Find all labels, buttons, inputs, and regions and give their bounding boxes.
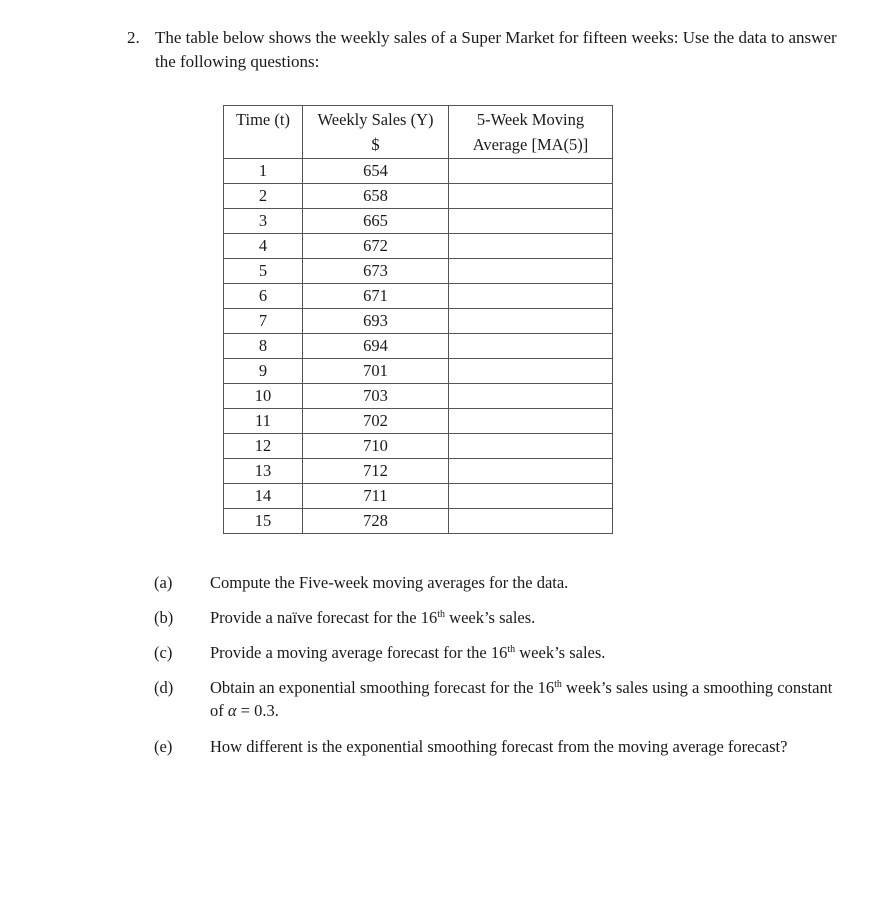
cell-sales: 711: [303, 484, 449, 509]
table-row: [224, 284, 613, 309]
cell-time: 11: [224, 409, 303, 434]
table-row: [224, 359, 613, 384]
cell-moving-average: [449, 484, 613, 509]
cell-moving-average: [449, 359, 613, 384]
part-e-text: How different is the exponential smoothing forecast from the moving average forecast?: [210, 737, 788, 756]
cell-sales: 712: [303, 459, 449, 484]
cell-sales: 654: [303, 159, 449, 184]
cell-time: 9: [224, 359, 303, 384]
part-d-text-post: week’s sales using a smoothing constant of: [210, 678, 833, 720]
cell-moving-average: [449, 184, 613, 209]
cell-time: 7: [224, 309, 303, 334]
table-row: [224, 484, 613, 509]
cell-time: 1: [224, 159, 303, 184]
part-d-sup: th: [554, 679, 562, 690]
header-time-label: Time (t): [236, 110, 290, 129]
question-text: The table below shows the weekly sales of a Super Market for fifteen weeks: Use the data to answer the following questions:: [155, 28, 837, 71]
cell-sales: 702: [303, 409, 449, 434]
cell-time: 13: [224, 459, 303, 484]
cell-moving-average: [449, 309, 613, 334]
cell-time: 4: [224, 234, 303, 259]
part-b-text-pre: Provide a naïve forecast for the 16: [210, 608, 438, 627]
cell-moving-average: [449, 509, 613, 534]
cell-time: 2: [224, 184, 303, 209]
table-row: [224, 184, 613, 209]
part-e-label: (e): [154, 737, 173, 756]
part-b-text-post: week’s sales.: [445, 608, 536, 627]
part-b: [154, 606, 844, 629]
cell-time: 6: [224, 284, 303, 309]
header-time: [224, 106, 303, 159]
cell-moving-average: [449, 234, 613, 259]
cell-moving-average: [449, 459, 613, 484]
cell-moving-average: [449, 384, 613, 409]
question-number: 2.: [127, 28, 140, 47]
part-d-text-pre: Obtain an exponential smoothing forecast for the 16: [210, 678, 555, 697]
table-row: [224, 384, 613, 409]
table-row: [224, 159, 613, 184]
question-parts: [154, 571, 844, 758]
header-moving-average: [449, 106, 613, 159]
cell-sales: 672: [303, 234, 449, 259]
part-c-text-pre: Provide a moving average forecast for the 16: [210, 643, 508, 662]
cell-sales: 693: [303, 309, 449, 334]
part-b-label: (b): [154, 608, 174, 627]
part-a: [154, 571, 844, 594]
part-c-sup: th: [507, 644, 516, 655]
table-row: [224, 334, 613, 359]
cell-time: 14: [224, 484, 303, 509]
cell-sales: 665: [303, 209, 449, 234]
weekly-sales-table: [223, 105, 613, 534]
table-body: [224, 159, 613, 534]
cell-moving-average: [449, 259, 613, 284]
cell-sales: 701: [303, 359, 449, 384]
cell-time: 3: [224, 209, 303, 234]
cell-time: 5: [224, 259, 303, 284]
part-d-text: [210, 676, 844, 722]
cell-sales: 671: [303, 284, 449, 309]
part-c: [154, 641, 844, 664]
part-c-label: (c): [154, 643, 173, 662]
header-ma-line2: Average [MA(5)]: [472, 135, 589, 154]
part-a-text: Compute the Five-week moving averages for the data.: [210, 573, 569, 592]
table-row: [224, 259, 613, 284]
table-row: [224, 409, 613, 434]
table-row: [224, 459, 613, 484]
alpha-symbol: α: [227, 701, 237, 720]
part-d-text-eq: = 0.3.: [236, 701, 279, 720]
part-c-text: [210, 641, 844, 664]
table-row: [224, 434, 613, 459]
table-row: [224, 209, 613, 234]
cell-time: 12: [224, 434, 303, 459]
question-2: [127, 26, 847, 74]
cell-time: 15: [224, 509, 303, 534]
header-weekly-sales: [303, 106, 449, 159]
table-row: [224, 234, 613, 259]
cell-sales: 673: [303, 259, 449, 284]
cell-moving-average: [449, 284, 613, 309]
part-d-label: (d): [154, 678, 174, 697]
cell-sales: 694: [303, 334, 449, 359]
cell-sales: 710: [303, 434, 449, 459]
cell-moving-average: [449, 209, 613, 234]
header-sales-line2: $: [371, 135, 380, 154]
cell-time: 10: [224, 384, 303, 409]
cell-moving-average: [449, 409, 613, 434]
cell-sales: 658: [303, 184, 449, 209]
part-d: [154, 676, 844, 722]
cell-moving-average: [449, 159, 613, 184]
cell-time: 8: [224, 334, 303, 359]
part-c-text-post: week’s sales.: [515, 643, 606, 662]
cell-moving-average: [449, 434, 613, 459]
header-sales-line1: Weekly Sales (Y): [317, 110, 434, 129]
cell-sales: 703: [303, 384, 449, 409]
part-b-text: [210, 606, 844, 629]
cell-moving-average: [449, 334, 613, 359]
cell-sales: 728: [303, 509, 449, 534]
part-e: [154, 735, 844, 758]
table-header-row: [224, 106, 613, 159]
table-row: [224, 309, 613, 334]
table-row: [224, 509, 613, 534]
part-a-label: (a): [154, 573, 173, 592]
part-b-sup: th: [437, 609, 446, 620]
header-ma-line1: 5-Week Moving: [476, 110, 585, 129]
